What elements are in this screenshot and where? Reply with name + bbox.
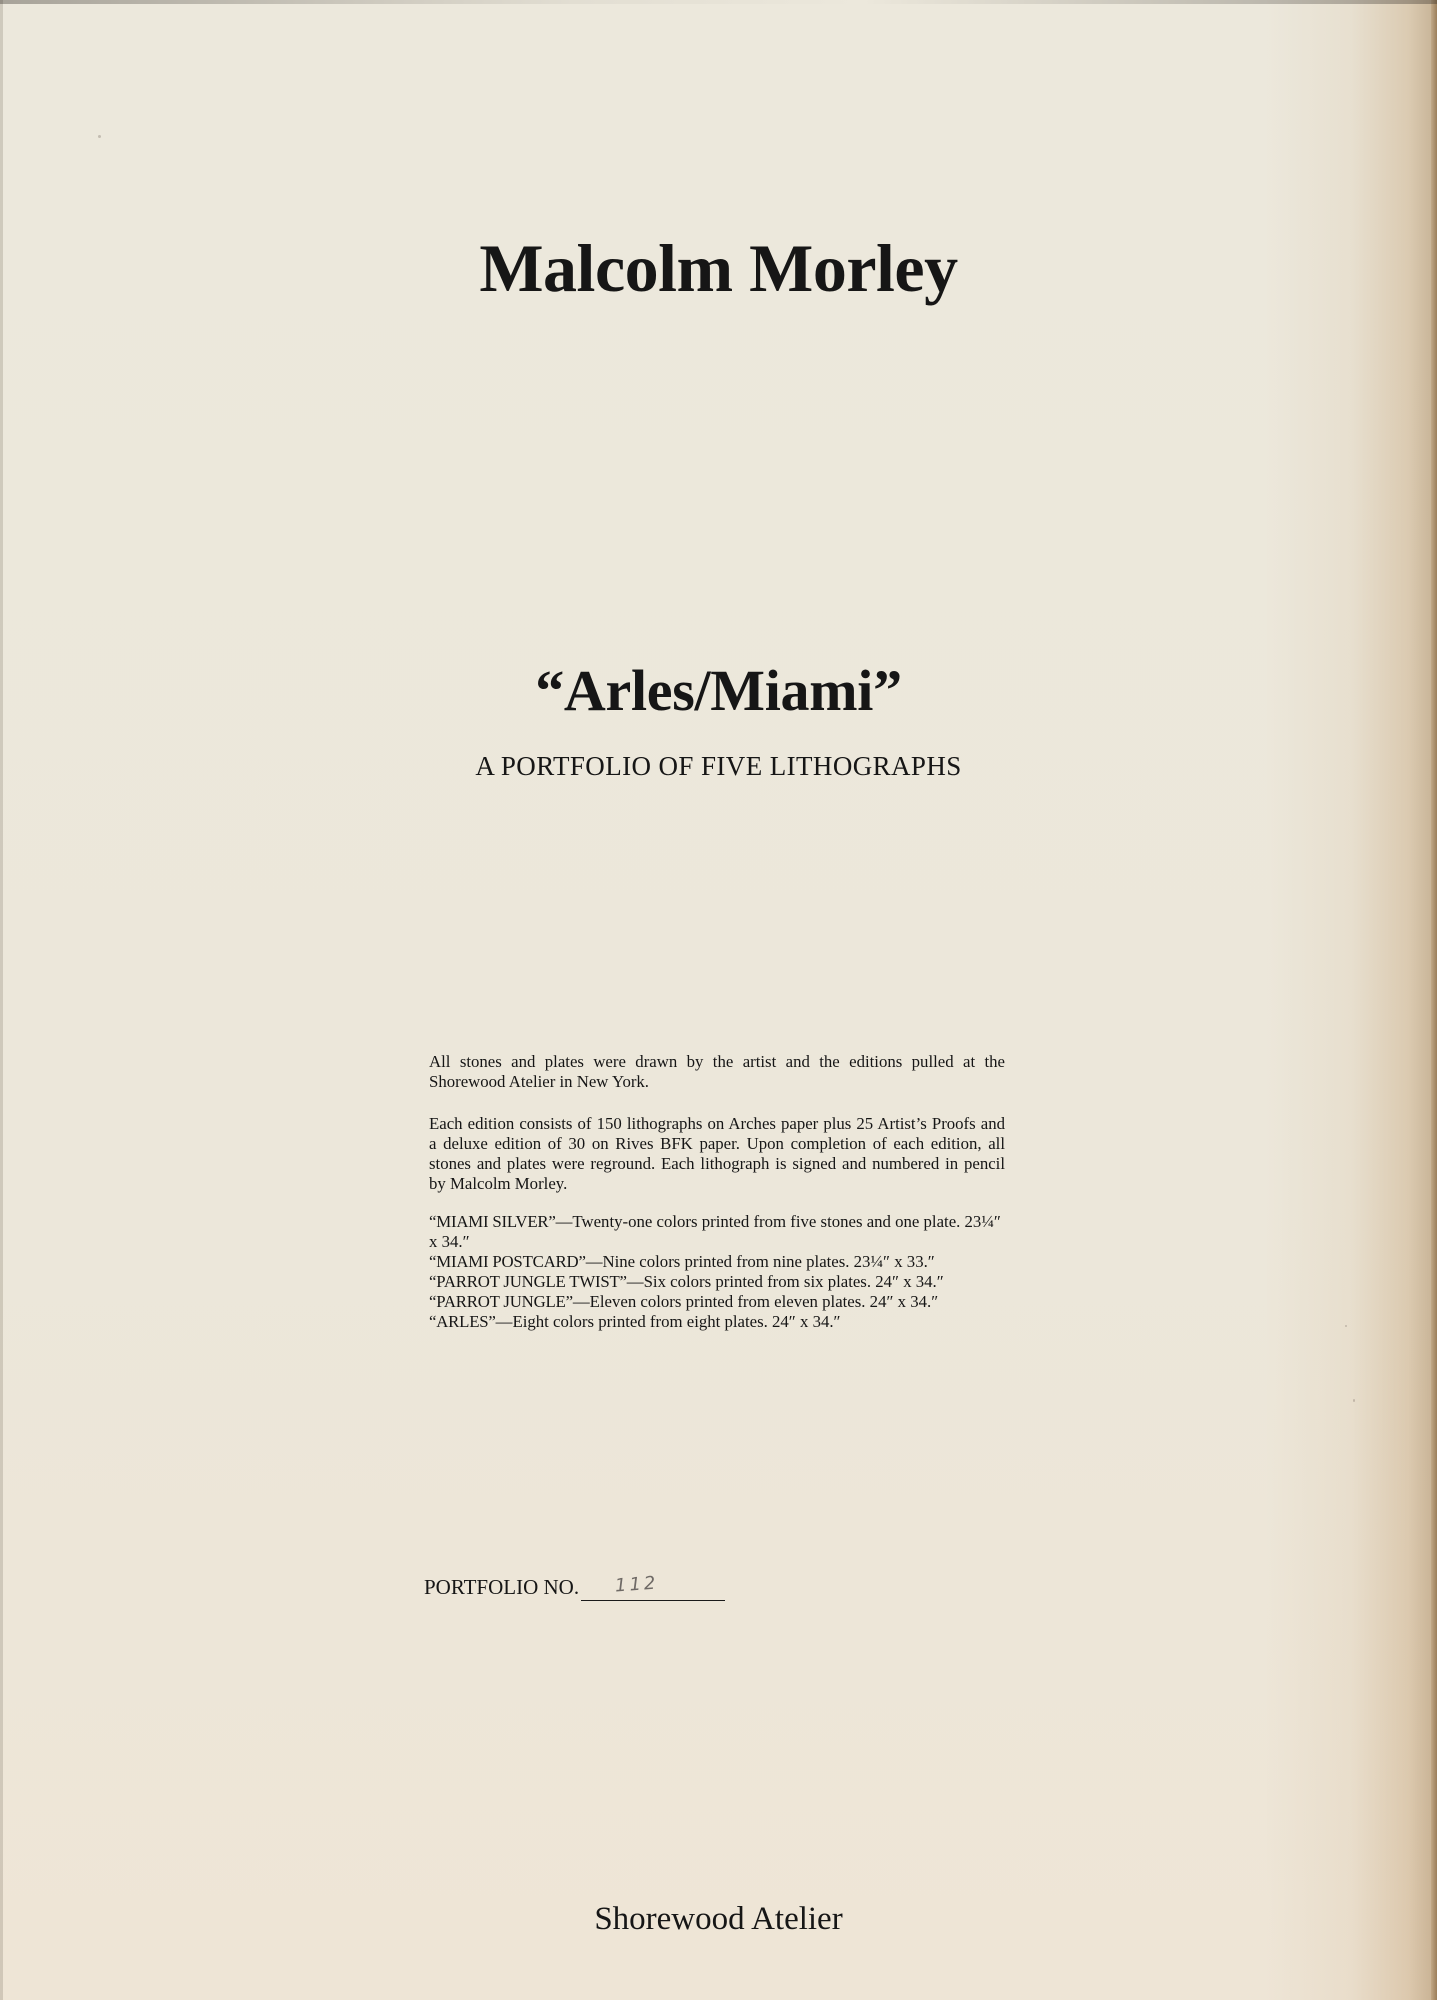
work-item: [429, 1212, 1005, 1252]
portfolio-number-label: PORTFOLIO NO.: [424, 1575, 580, 1599]
work-title: “PARROT JUNGLE TWIST”: [429, 1272, 627, 1291]
portfolio-subtitle: A PORTFOLIO OF FIVE LITHOGRAPHS: [475, 751, 962, 781]
paper-speck: [1345, 1325, 1347, 1327]
colophon-paragraph-atelier: All stones and plates were drawn by the artist and the editions pulled at the Shorewood Atelier in New York.: [429, 1052, 1005, 1091]
work-description: —Six colors printed from six plates. 24″ x 34.″: [626, 1272, 944, 1291]
portfolio-number-line: [424, 1573, 725, 1601]
work-title: “MIAMI SILVER”: [429, 1212, 556, 1231]
work-description: —Eleven colors printed from eleven plates. 24″ x 34.″: [572, 1292, 939, 1311]
portfolio-title: “Arles/Miami”: [535, 658, 902, 723]
paper-speck: [1353, 1399, 1355, 1402]
work-item: [429, 1292, 1005, 1312]
paper-top-edge: [0, 0, 1437, 4]
publisher-name: Shorewood Atelier: [594, 1901, 843, 1937]
colophon: [429, 1052, 1005, 1332]
work-description: —Twenty-one colors printed from five stones and one plate. 23¼″ x 34.″: [429, 1212, 1001, 1251]
work-description: —Eight colors printed from eight plates. 24″ x 34.″: [495, 1312, 841, 1331]
work-description: —Nine colors printed from nine plates. 23¼″ x 33.″: [585, 1252, 935, 1271]
work-title: “MIAMI POSTCARD”: [429, 1252, 586, 1271]
paper-speck: [98, 135, 101, 138]
work-title: “ARLES”: [429, 1312, 496, 1331]
portfolio-number-handwritten: 112: [614, 1572, 660, 1597]
artist-name: Malcolm Morley: [479, 230, 958, 306]
work-item: [429, 1252, 1005, 1272]
colophon-paragraph-edition: Each edition consists of 150 lithographs on Arches paper plus 25 Artist’s Proofs and a deluxe edition of 30 on Rives BFK paper. Upon completion of each edition, all stones and plates were reground. Each lithograph is signed and numbered in pencil by Malcolm Morley.: [429, 1114, 1005, 1193]
work-item: [429, 1312, 1005, 1332]
portfolio-number-blank: [581, 1572, 725, 1601]
work-item: [429, 1272, 1005, 1292]
work-title: “PARROT JUNGLE”: [429, 1292, 573, 1311]
